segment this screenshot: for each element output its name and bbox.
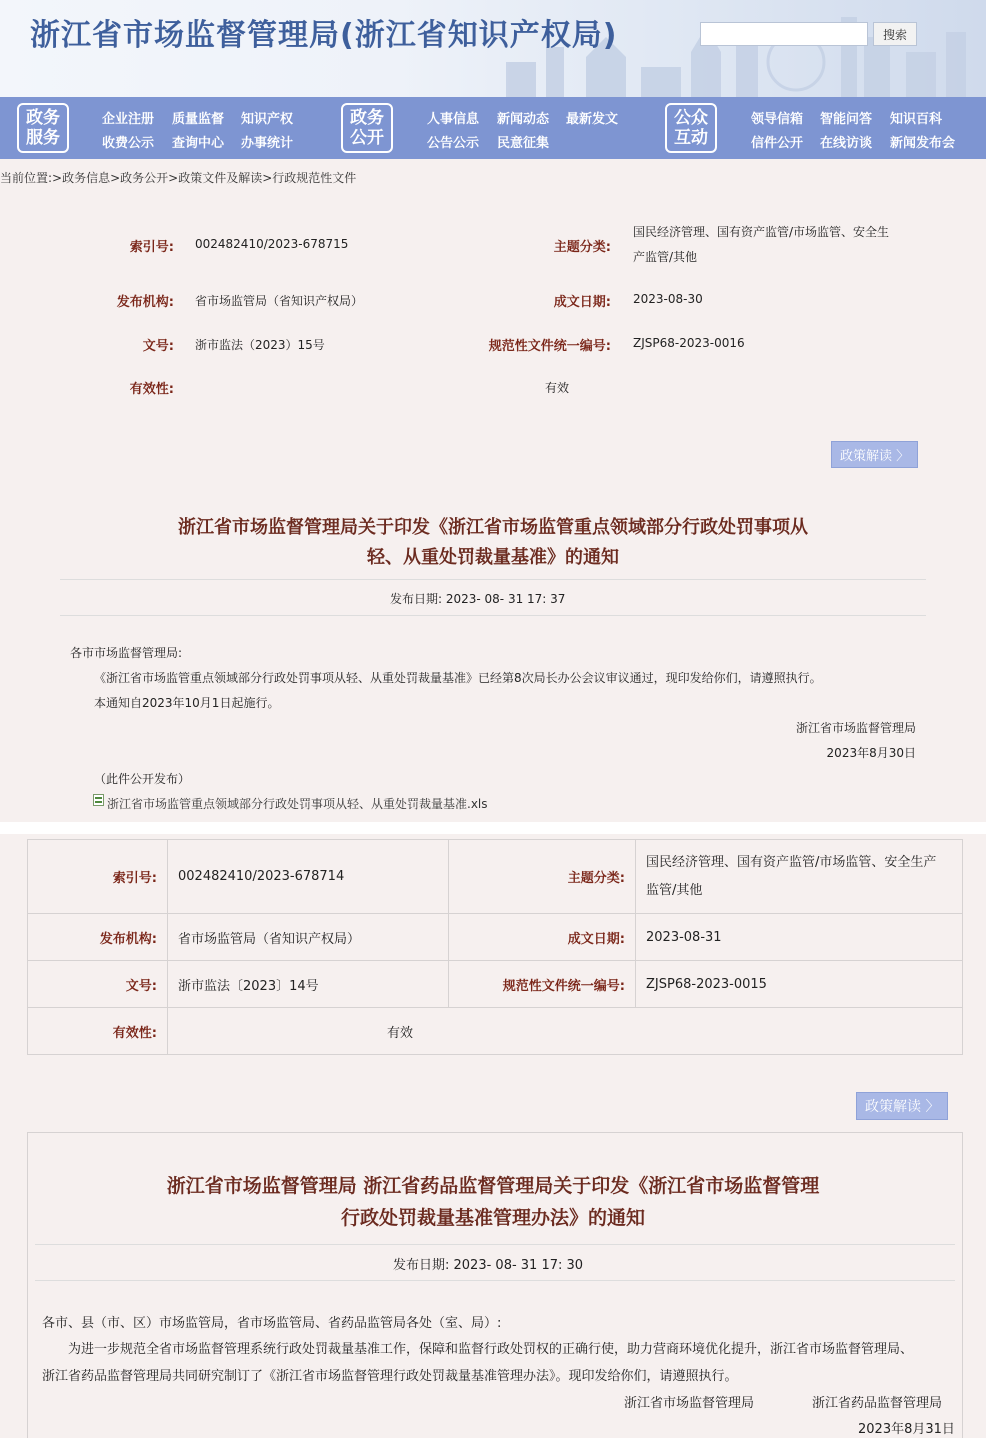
- index-label: 索引号:: [129, 240, 174, 255]
- issuer-label: 发布机构:: [116, 295, 174, 310]
- body-paragraph: 浙江省药品监督管理局共同研究制订了《浙江省市场监督管理行政处罚裁量基准管理办法》。现印发给你们，请遵照执行。: [42, 1369, 738, 1384]
- body-paragraph: 为进一步规范全省市场监督管理系统行政处罚裁量基准工作，保障和监督行政处罚权的正确行使，助力营商环境优化提升，浙江省市场监督管理局、: [68, 1342, 914, 1357]
- docno-label: 文号:: [142, 339, 174, 354]
- site-header: [0, 0, 986, 97]
- issuer-label: 发布机构:: [28, 914, 168, 961]
- nav-link-intellectual-property[interactable]: 知识产权: [241, 112, 294, 127]
- signature-date: 2023年8月30日: [826, 746, 916, 760]
- divider: [35, 1244, 955, 1245]
- nav-link-announcements[interactable]: 公告公示: [427, 136, 480, 151]
- nav-badge-line: 互动: [674, 128, 708, 148]
- body-paragraph: 本通知自2023年10月1日起施行。: [94, 696, 280, 710]
- nav-link-news[interactable]: 新闻动态: [497, 112, 550, 127]
- salutation: 各市、县（市、区）市场监管局，省市场监管局、省药品监管局各处（室、局）:: [42, 1316, 502, 1331]
- issuer-value: 省市场监管局（省知识产权局）: [168, 914, 449, 961]
- date-label: 成文日期:: [553, 295, 611, 310]
- index-value: 002482410/2023-678715: [195, 237, 349, 251]
- validity-value: 有效: [168, 1008, 963, 1055]
- nav-link-press-conference[interactable]: 新闻发布会: [890, 136, 956, 151]
- publish-date: 发布日期: 2023- 08- 31 17: 30: [393, 1258, 584, 1273]
- nav-link-latest-docs[interactable]: 最新发文: [566, 112, 619, 127]
- date-label: 成文日期:: [449, 914, 636, 961]
- nav-badge-line: 政务: [26, 108, 60, 128]
- signature-org: 浙江省药品监督管理局: [812, 1396, 943, 1411]
- unified-no-value: ZJSP68-2023-0015: [636, 961, 963, 1008]
- search-input[interactable]: [700, 22, 868, 46]
- topic-value-line: 监管/其他: [646, 882, 703, 898]
- nav-link-quality-supervision[interactable]: 质量监督: [172, 112, 225, 127]
- divider: [60, 579, 926, 580]
- nav-link-query-center[interactable]: 查询中心: [172, 136, 225, 151]
- unified-no-label: 规范性文件统一编号:: [449, 961, 636, 1008]
- search-button[interactable]: 搜索: [873, 22, 917, 46]
- topic-value: [636, 840, 963, 914]
- public-note: （此件公开发布）: [94, 772, 191, 786]
- nav-badge-line: 政务: [350, 108, 384, 128]
- docno-value: 浙市监法〔2023〕14号: [168, 961, 449, 1008]
- issuer-value: 省市场监管局（省知识产权局）: [195, 294, 364, 308]
- topic-label: 主题分类:: [553, 240, 611, 255]
- topic-value: 国民经济管理、国有资产监管/市场监管、安全生: [633, 225, 890, 239]
- nav-link-smart-qa[interactable]: 智能问答: [820, 112, 873, 127]
- signature-org: 浙江省市场监督管理局: [624, 1396, 755, 1411]
- main-nav: [0, 97, 986, 159]
- validity-label: 有效性:: [28, 1008, 168, 1055]
- nav-link-service-statistics[interactable]: 办事统计: [241, 136, 294, 151]
- section-gap: [0, 822, 986, 834]
- unified-no-label: 规范性文件统一编号:: [488, 339, 611, 354]
- salutation: 各市市场监督管理局:: [70, 646, 183, 660]
- excel-file-icon: [93, 794, 104, 806]
- attachment-link[interactable]: 浙江省市场监管重点领域部分行政处罚事项从轻、从重处罚裁量基准.xls: [107, 797, 488, 811]
- divider: [35, 1280, 955, 1281]
- nav-badge-line: 服务: [26, 128, 60, 148]
- document-panel-2: [0, 834, 986, 1438]
- date-value: 2023-08-31: [636, 914, 963, 961]
- nav-link-enterprise-registration[interactable]: 企业注册: [102, 112, 155, 127]
- document-title-line: 行政处罚裁量基准管理办法》的通知: [340, 1207, 645, 1229]
- policy-interpretation-button[interactable]: 政策解读 〉: [856, 1092, 948, 1120]
- nav-badge-public-interaction[interactable]: [665, 103, 717, 153]
- policy-interpretation-button[interactable]: 政策解读 〉: [831, 441, 918, 468]
- nav-badge-gov-open[interactable]: [341, 103, 393, 153]
- nav-link-personnel-info[interactable]: 人事信息: [427, 112, 480, 127]
- topic-value-line: 国民经济管理、国有资产监管/市场监管、安全生产: [646, 854, 937, 870]
- unified-no-value: ZJSP68-2023-0016: [633, 336, 745, 350]
- index-value: 002482410/2023-678714: [168, 840, 449, 914]
- document-title: [90, 513, 896, 573]
- nav-link-knowledge-base[interactable]: 知识百科: [890, 112, 943, 127]
- document-title-line: 轻、从重处罚裁量基准》的通知: [367, 547, 619, 568]
- metadata-table: [27, 839, 963, 1055]
- nav-badge-gov-service[interactable]: [17, 103, 69, 153]
- nav-link-leader-mailbox[interactable]: 领导信箱: [751, 112, 804, 127]
- nav-badge-line: 公开: [350, 128, 384, 148]
- document-panel-1: [0, 159, 986, 822]
- body-paragraph: 《浙江省市场监管重点领域部分行政处罚事项从轻、从重处罚裁量基准》已经第8次局长办公会议审议通过，现印发给你们，请遵照执行。: [94, 671, 822, 685]
- validity-value: 有效: [545, 381, 570, 395]
- topic-label: 主题分类:: [449, 840, 636, 914]
- publish-date: 发布日期: 2023- 08- 31 17: 37: [390, 592, 566, 606]
- site-title[interactable]: 浙江省市场监督管理局(浙江省知识产权局): [30, 18, 618, 53]
- document-title-line: 浙江省市场监督管理局关于印发《浙江省市场监管重点领域部分行政处罚事项从: [178, 517, 808, 538]
- index-label: 索引号:: [28, 840, 168, 914]
- nav-link-public-opinion[interactable]: 民意征集: [497, 136, 550, 151]
- topic-value-cont: 产监管/其他: [633, 250, 698, 264]
- divider: [60, 615, 926, 616]
- breadcrumb[interactable]: 当前位置:>政务信息>政务公开>政策文件及解读>行政规范性文件: [0, 171, 357, 185]
- docno-value: 浙市监法（2023）15号: [195, 338, 325, 352]
- validity-label: 有效性:: [129, 382, 174, 397]
- nav-link-fee-disclosure[interactable]: 收费公示: [102, 136, 155, 151]
- nav-badge-line: 公众: [674, 108, 708, 128]
- date-value: 2023-08-30: [633, 292, 703, 306]
- nav-link-online-interview[interactable]: 在线访谈: [820, 136, 873, 151]
- nav-link-letters-public[interactable]: 信件公开: [751, 136, 804, 151]
- signature-org: 浙江省市场监督管理局: [795, 721, 916, 735]
- document-title: [40, 1170, 946, 1234]
- signature-date: 2023年8月31日: [858, 1422, 955, 1437]
- document-title-line: 浙江省市场监督管理局 浙江省药品监督管理局关于印发《浙江省市场监督管理: [166, 1175, 820, 1197]
- docno-label: 文号:: [28, 961, 168, 1008]
